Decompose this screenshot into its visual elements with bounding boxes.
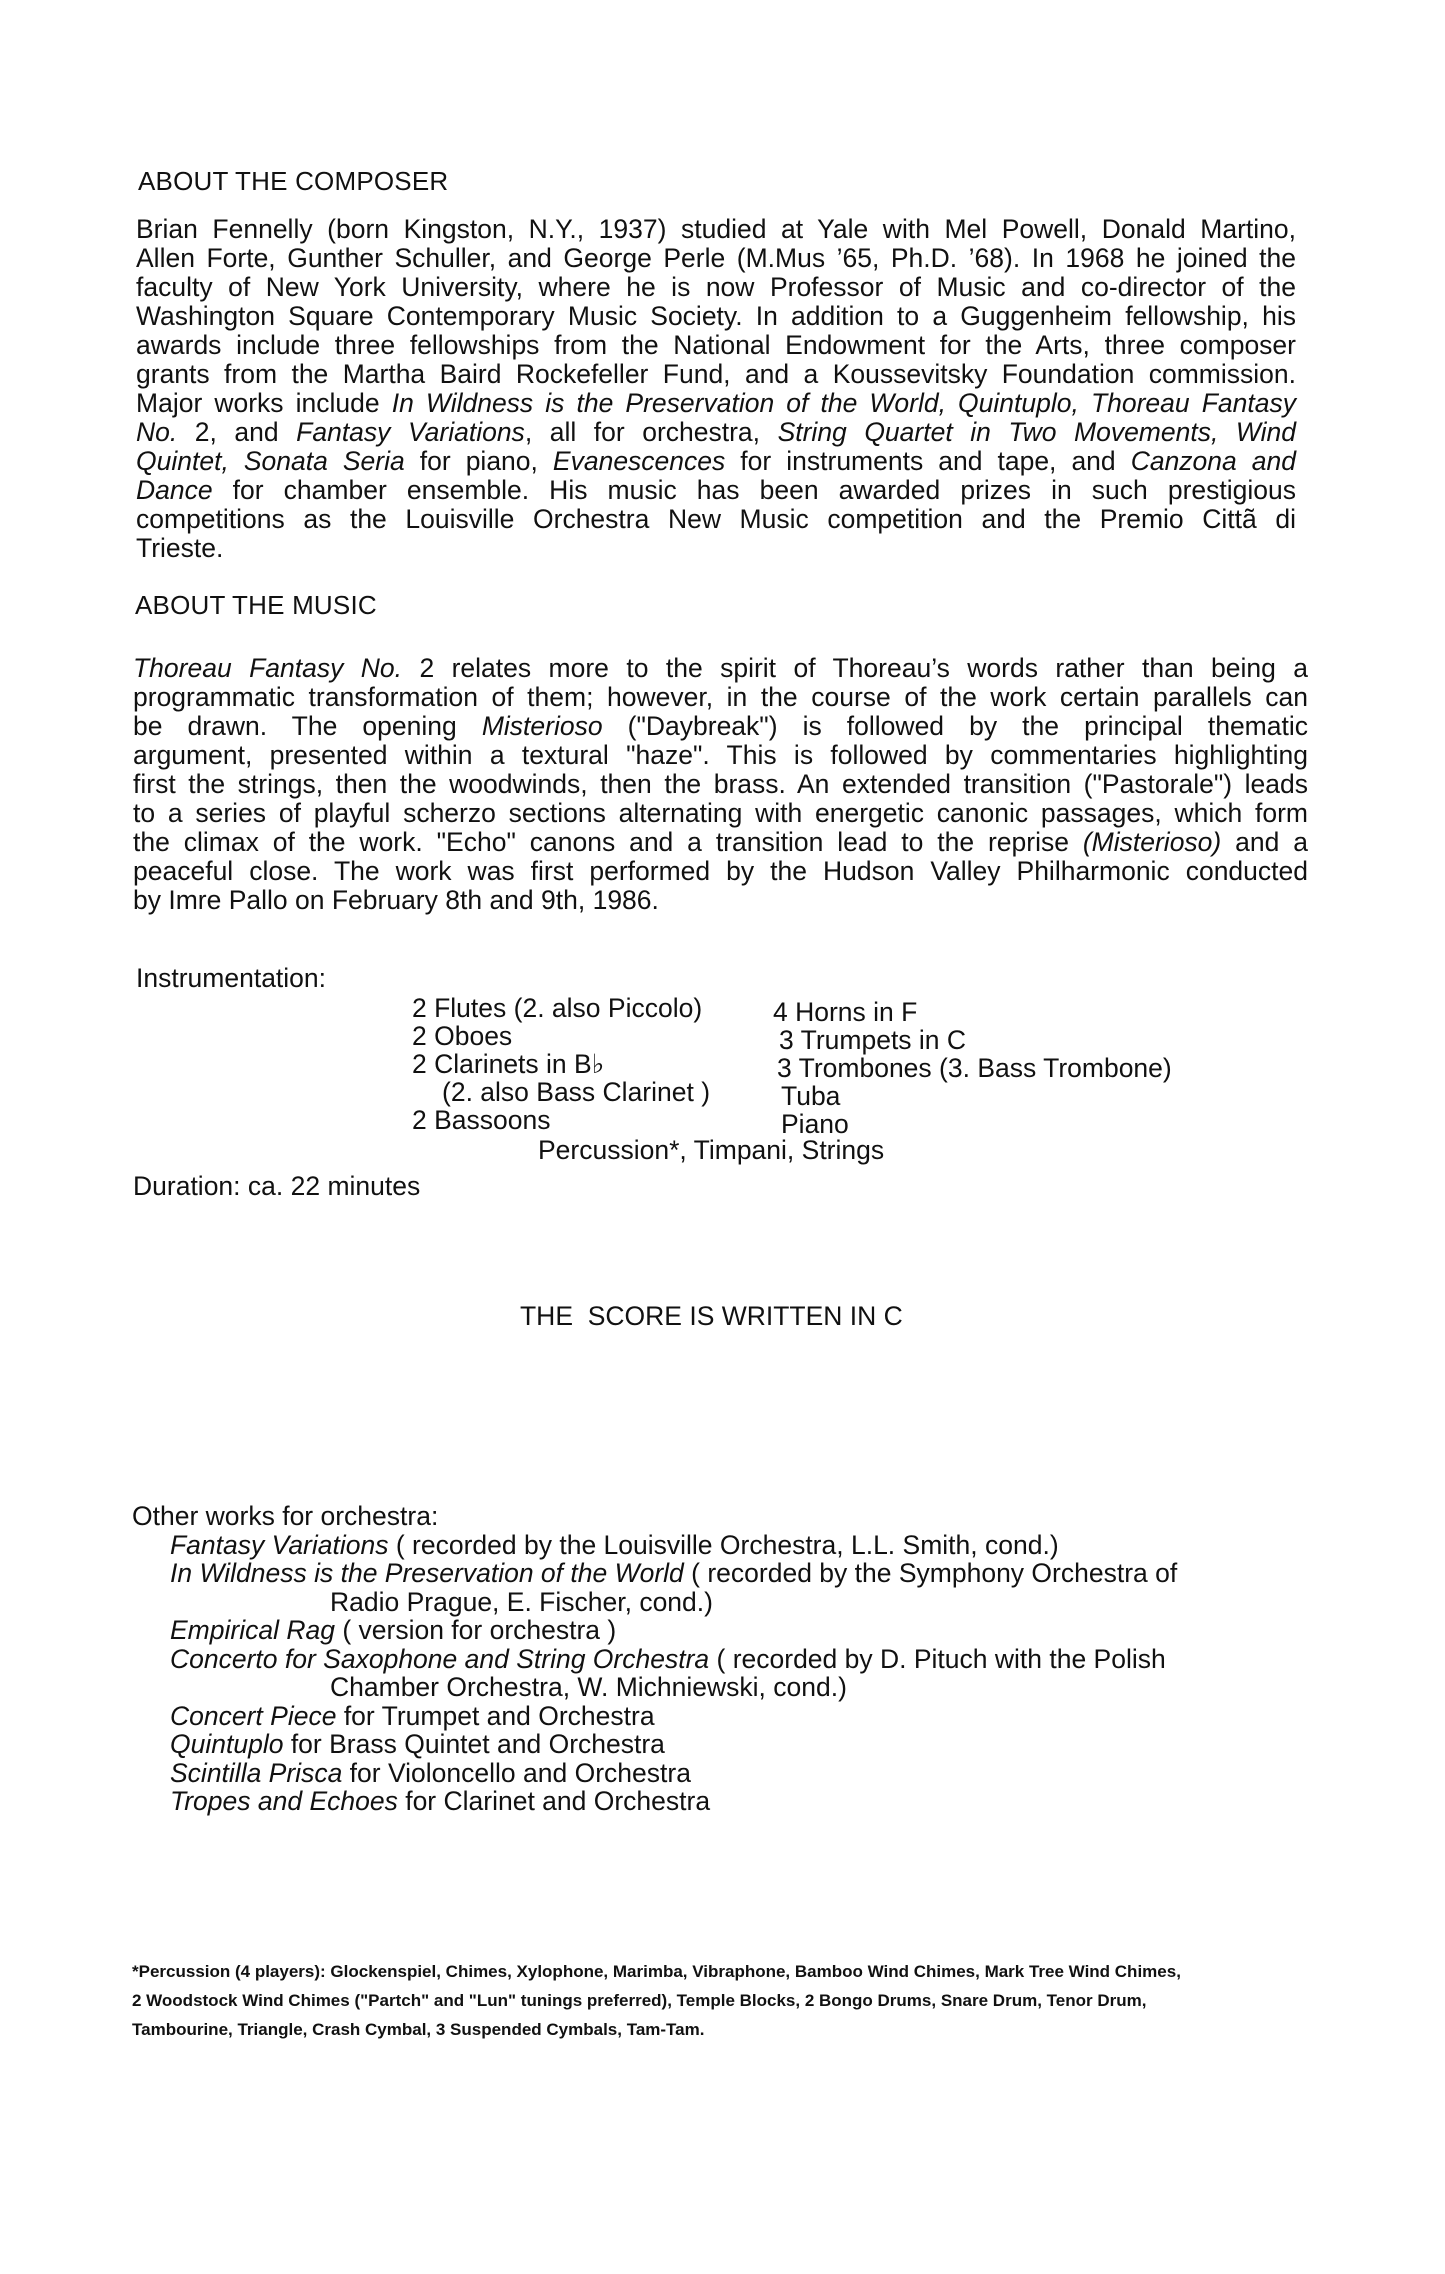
- text-run: be drawn. The opening: [133, 711, 482, 741]
- text-run: peaceful close. The work was first performed by the Hudson Valley Philharmonic conducted: [133, 856, 1308, 886]
- text-run: argument, presented within a textural "haze". This is followed by commentaries highlighting: [133, 740, 1308, 770]
- paragraph-line: [136, 331, 1296, 360]
- text-run: for Trumpet and Orchestra: [336, 1700, 655, 1731]
- text-run: 2, and: [177, 417, 297, 447]
- text-run: for chamber ensemble. His music has been awarded prizes in such prestigious: [212, 475, 1296, 505]
- text-run: grants from the Martha Baird Rockefeller Fund, and a Koussevitsky Foundation commission.: [136, 359, 1296, 389]
- text-run: Radio Prague, E. Fischer, cond.): [330, 1586, 713, 1617]
- other-works-intro: Other works for orchestra:: [132, 1501, 439, 1531]
- footnote-line: 2 Woodstock Wind Chimes ("Partch" and "Lun" tunings preferred), Temple Blocks, 2 Bongo Drums, Snare Drum, Tenor Drum,: [132, 1991, 1147, 2010]
- work-continuation: [132, 1673, 1177, 1702]
- work-item: [132, 1759, 1177, 1788]
- italic-title: Quintet, Sonata Seria: [136, 446, 405, 476]
- text-run: ( recorded by the Symphony Orchestra of: [683, 1558, 1178, 1588]
- text-run: competitions as the Louisville Orchestra New Music competition and the Premio Cittã di: [136, 504, 1296, 534]
- italic-title: Empirical Rag: [170, 1615, 335, 1645]
- work-item: [132, 1702, 1177, 1731]
- italic-title: Fantasy Variations: [296, 417, 525, 447]
- music-heading: ABOUT THE MUSIC: [135, 590, 377, 620]
- footnote-line: *Percussion (4 players): Glockenspiel, Chimes, Xylophone, Marimba, Vibraphone, Bamboo Wind Chimes, Mark Tree Wind Chimes,: [132, 1962, 1181, 1981]
- paragraph-line: [133, 799, 1308, 828]
- paragraph-line: [133, 712, 1308, 741]
- italic-title: Quintuplo: [170, 1729, 284, 1759]
- other-works-list: [132, 1502, 1177, 1816]
- text-run: to a series of playful scherzo sections alternating with energetic canonic passages, which form: [133, 798, 1308, 828]
- text-run: by Imre Pallo on February 8th and 9th, 1986.: [133, 885, 659, 915]
- text-run: faculty of New York University, where he is now Professor of Music and co-director of the: [136, 272, 1296, 302]
- instrument-right-2: 3 Trumpets in C: [779, 1025, 967, 1055]
- italic-title: String Quartet in Two Movements, Wind: [777, 417, 1297, 447]
- italic-title: Misterioso: [481, 711, 603, 741]
- paragraph-line: [136, 505, 1296, 534]
- italic-title: Scintilla Prisca: [170, 1757, 343, 1788]
- paragraph-line: [133, 828, 1308, 857]
- composer-paragraph: [136, 215, 1296, 563]
- text-run: Trieste.: [136, 533, 224, 563]
- text-run: Major works include: [136, 388, 392, 418]
- instrument-right-4: Tuba: [781, 1081, 841, 1111]
- text-run: first the strings, then the woodwinds, then the brass. An extended transition ("Pastorale") leads: [133, 769, 1308, 799]
- paragraph-line: [136, 244, 1296, 273]
- composer-heading: ABOUT THE COMPOSER: [138, 166, 449, 196]
- text-run: for piano,: [404, 446, 553, 476]
- paragraph-line: [136, 389, 1296, 418]
- paragraph-line: [133, 886, 1308, 915]
- italic-title: In Wildness is the Preservation of the World: [170, 1558, 684, 1588]
- text-run: programmatic transformation of them; however, in the course of the work certain parallels can: [133, 682, 1308, 712]
- instrumentation-extra: Percussion*, Timpani, Strings: [538, 1135, 885, 1165]
- text-run: for Violoncello and Orchestra: [342, 1757, 691, 1788]
- text-run: ( recorded by the Louisville Orchestra, L.L. Smith, cond.): [388, 1529, 1059, 1560]
- text-run: for Brass Quintet and Orchestra: [283, 1729, 665, 1759]
- instrument-left-3: 2 Clarinets in B♭: [412, 1049, 605, 1079]
- text-run: Washington Square Contemporary Music Society. In addition to a Guggenheim fellowship, his: [136, 301, 1296, 331]
- italic-title: Tropes and Echoes: [170, 1786, 398, 1816]
- score-note: THE SCORE IS WRITTEN IN C: [520, 1301, 903, 1331]
- paragraph-line: [133, 654, 1308, 683]
- work-continuation: [132, 1588, 1177, 1617]
- italic-title: Fantasy Variations: [170, 1529, 389, 1560]
- paragraph-line: [136, 215, 1296, 244]
- paragraph-line: [133, 741, 1308, 770]
- instrument-left-5: 2 Bassoons: [412, 1105, 551, 1135]
- paragraph-line: [136, 447, 1296, 476]
- paragraph-line: [136, 534, 1296, 563]
- footnote-line: Tambourine, Triangle, Crash Cymbal, 3 Suspended Cymbals, Tam-Tam.: [132, 2020, 705, 2039]
- paragraph-line: [136, 476, 1296, 505]
- text-run: for instruments and tape, and: [725, 446, 1131, 476]
- instrumentation-label: Instrumentation:: [136, 963, 327, 993]
- paragraph-line: [133, 683, 1308, 712]
- italic-title: Thoreau Fantasy No.: [133, 653, 403, 683]
- instrument-right-1: 4 Horns in F: [773, 997, 918, 1027]
- work-item: [132, 1616, 1177, 1645]
- work-item: [132, 1531, 1177, 1560]
- paragraph-line: [136, 360, 1296, 389]
- percussion-footnote: [132, 1957, 1181, 2044]
- text-run: awards include three fellowships from the National Endowment for the Arts, three composer: [136, 330, 1296, 360]
- text-run: Chamber Orchestra, W. Michniewski, cond.): [330, 1672, 847, 1702]
- instrument-left-1: 2 Flutes (2. also Piccolo): [412, 993, 703, 1023]
- text-run: 2 relates more to the spirit of Thoreau’s words rather than being a: [402, 653, 1308, 683]
- work-item: [132, 1730, 1177, 1759]
- paragraph-line: [133, 770, 1308, 799]
- text-run: ( recorded by D. Pituch with the Polish: [709, 1643, 1166, 1674]
- italic-title: Dance: [136, 475, 213, 505]
- work-item: [132, 1559, 1177, 1588]
- italic-title: (Misterioso): [1082, 827, 1222, 857]
- work-item: [132, 1645, 1177, 1674]
- instrument-right-3: 3 Trombones (3. Bass Trombone): [777, 1053, 1172, 1083]
- instrument-left-2: 2 Oboes: [412, 1021, 513, 1051]
- duration: Duration: ca. 22 minutes: [133, 1171, 421, 1201]
- paragraph-line: [133, 857, 1308, 886]
- text-run: Allen Forte, Gunther Schuller, and George Perle (M.Mus ’65, Ph.D. ’68). In 1968 he joined the: [136, 243, 1296, 273]
- text-run: for Clarinet and Orchestra: [397, 1786, 711, 1816]
- work-item: [132, 1787, 1177, 1816]
- italic-title: Concerto for Saxophone and String Orchestra: [170, 1643, 710, 1674]
- text-run: , all for orchestra,: [524, 417, 778, 447]
- paragraph-line: [136, 273, 1296, 302]
- italic-title: Canzona and: [1130, 446, 1297, 476]
- italic-title: In Wildness is the Preservation of the World, Quintuplo, Thoreau Fantasy: [391, 388, 1296, 418]
- text-run: and a: [1221, 827, 1308, 857]
- text-run: ("Daybreak") is followed by the principal thematic: [602, 711, 1308, 741]
- text-run: ( version for orchestra ): [334, 1615, 617, 1645]
- instrument-right-5: Piano: [781, 1109, 849, 1139]
- italic-title: Evanescences: [552, 446, 726, 476]
- music-paragraph: [133, 654, 1308, 915]
- italic-title: Concert Piece: [170, 1700, 337, 1731]
- instrument-left-4: (2. also Bass Clarinet ): [442, 1077, 711, 1107]
- italic-title: No.: [136, 417, 178, 447]
- text-run: Brian Fennelly (born Kingston, N.Y., 1937) studied at Yale with Mel Powell, Donald Martino,: [136, 214, 1296, 244]
- paragraph-line: [136, 418, 1296, 447]
- text-run: the climax of the work. "Echo" canons and a transition lead to the reprise: [133, 827, 1083, 857]
- paragraph-line: [136, 302, 1296, 331]
